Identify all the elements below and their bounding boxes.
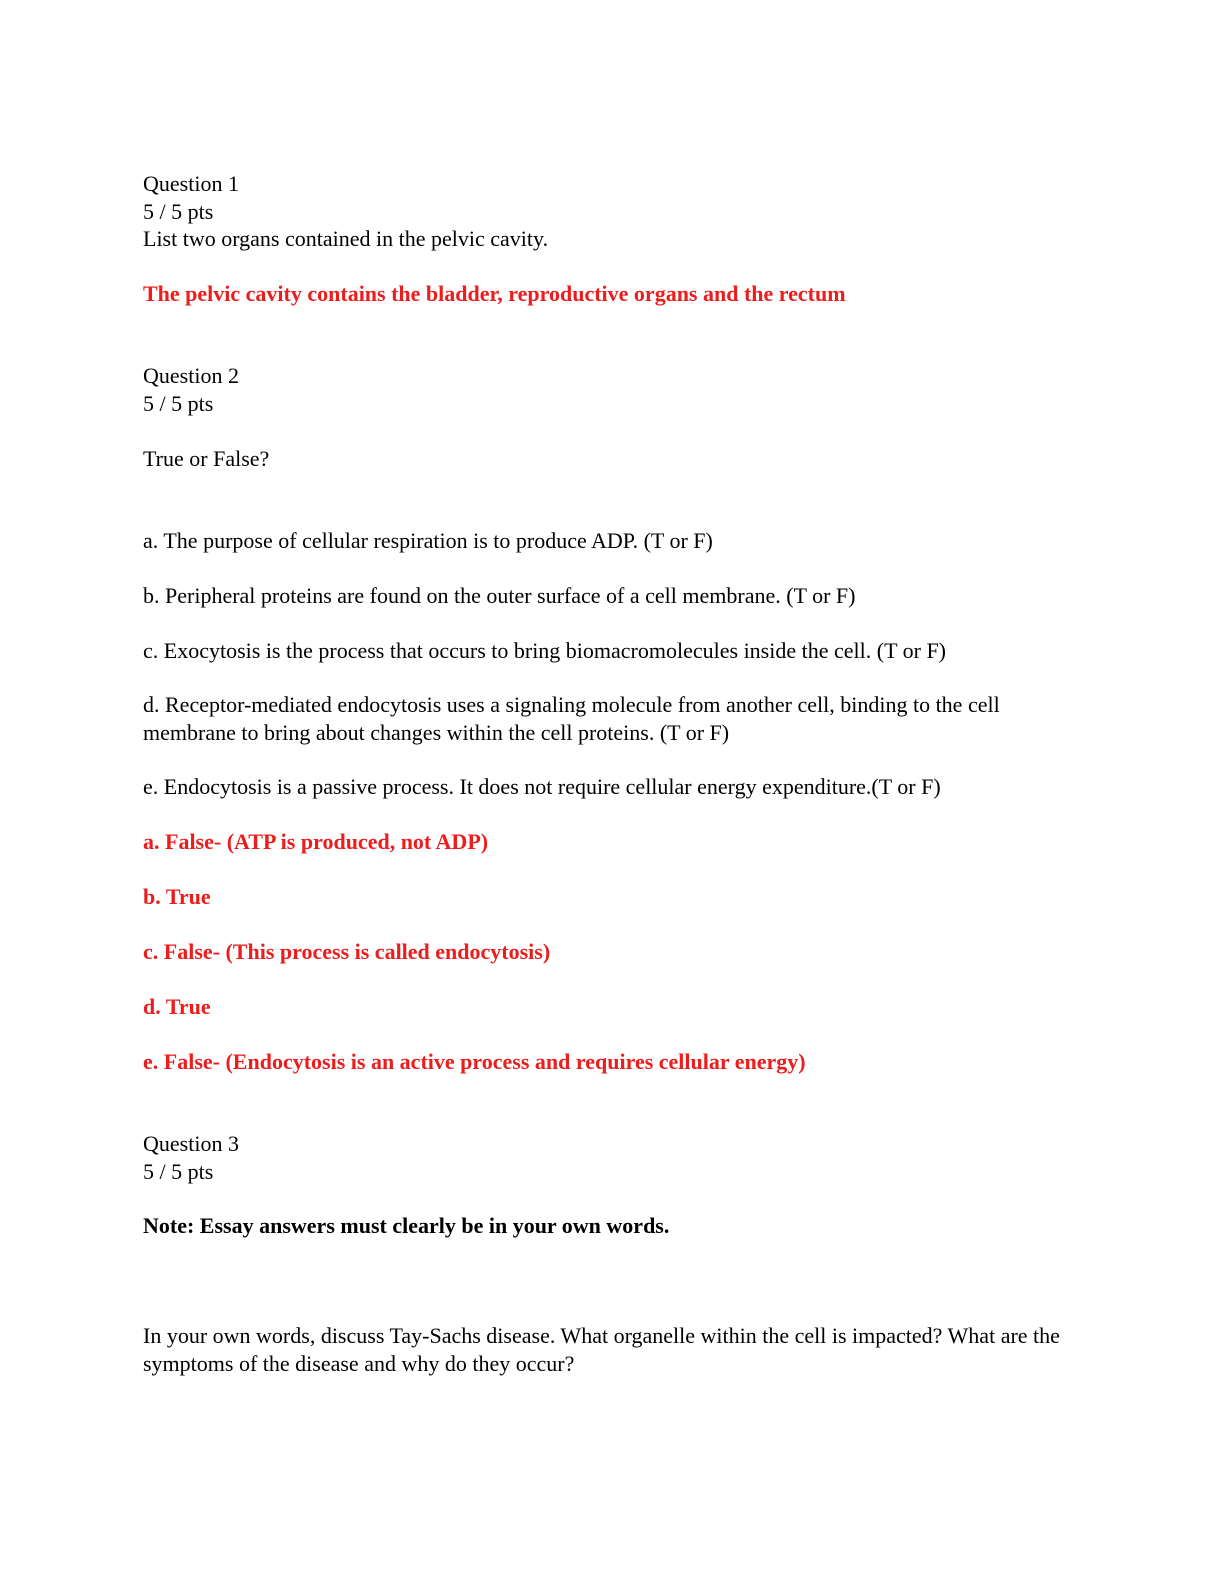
question-1-prompt: List two organs contained in the pelvic cavity. [143, 226, 549, 251]
question-2-prompt: True or False? [143, 446, 270, 471]
answer-a: a. False- (ATP is produced, not ADP) [143, 829, 489, 854]
question-1-answer: The pelvic cavity contains the bladder, reproductive organs and the rectum [143, 281, 846, 306]
answer-b: b. True [143, 884, 211, 909]
question-3-title: Question 3 [143, 1131, 239, 1156]
statement-a: a. The purpose of cellular respiration is to produce ADP. (T or F) [143, 528, 713, 553]
question-1-points: 5 / 5 pts [143, 199, 214, 224]
question-3-points: 5 / 5 pts [143, 1159, 214, 1184]
statement-b: b. Peripheral proteins are found on the outer surface of a cell membrane. (T or F) [143, 583, 856, 608]
answer-d: d. True [143, 994, 211, 1019]
answer-c: c. False- (This process is called endocytosis) [143, 939, 551, 964]
question-2-title: Question 2 [143, 363, 239, 388]
question-3-note: Note: Essay answers must clearly be in your own words. [143, 1213, 670, 1238]
question-2-points: 5 / 5 pts [143, 391, 214, 416]
statement-c: c. Exocytosis is the process that occurs to bring biomacromolecules inside the cell. (T or F) [143, 638, 947, 663]
answer-e: e. False- (Endocytosis is an active process and requires cellular energy) [143, 1049, 806, 1074]
question-3-prompt: In your own words, discuss Tay-Sachs disease. What organelle within the cell is impacted? What are the symptoms of the disease and why do they occur? [143, 1323, 1060, 1376]
statement-d: d. Receptor-mediated endocytosis uses a signaling molecule from another cell, binding to the cell membrane to bring about changes within the cell proteins. (T or F) [143, 692, 1000, 745]
statement-e: e. Endocytosis is a passive process. It does not require cellular energy expenditure.(T or F) [143, 774, 941, 799]
question-1-title: Question 1 [143, 171, 239, 196]
